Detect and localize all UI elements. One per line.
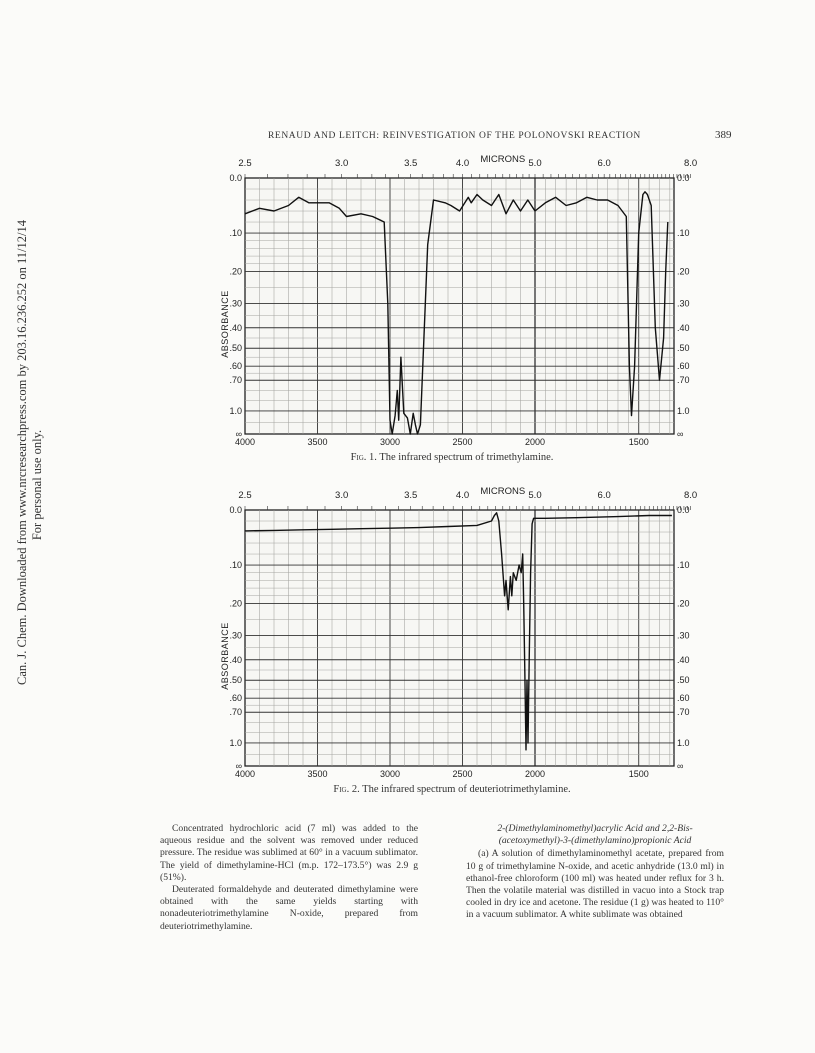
- absorbance-tick-label-left: .30: [229, 298, 242, 309]
- micron-tick-label: 3.5: [404, 158, 418, 169]
- wavenumber-tick-label: 3000: [379, 769, 401, 779]
- absorbance-tick-label-left: .40: [229, 322, 242, 333]
- absorbance-tick-label-left: ∞: [235, 429, 242, 439]
- figure-1-caption-text: The infrared spectrum of trimethylamine.: [379, 452, 554, 463]
- micron-tick-label: 2.5: [238, 158, 252, 169]
- micron-tick-label: 2.5: [238, 490, 252, 501]
- absorbance-tick-label-right: .70: [677, 375, 690, 386]
- absorbance-tick-label-left: .20: [229, 598, 242, 609]
- absorbance-tick-label-right: .70: [677, 707, 690, 718]
- figure-1-caption: [218, 452, 686, 463]
- absorbance-tick-label-right: .20: [677, 598, 690, 609]
- absorbance-tick-label-right: 0.0: [677, 173, 690, 183]
- wavenumber-tick-label: 1500: [628, 769, 649, 779]
- micron-tick-label: 3.0: [335, 158, 349, 169]
- micron-tick-label: 5.0: [528, 490, 542, 501]
- micron-tick-label: 4.0: [455, 158, 470, 169]
- wavenumber-tick-label: 4000: [234, 437, 256, 447]
- left-column: [160, 823, 418, 933]
- wavenumber-tick-label: 4000: [234, 769, 256, 779]
- paragraph: Deuterated formaldehyde and deuterated dimethylamine were obtained with the same yields starting with nonadeuteriotrimethylamine N-oxide, prepared from deuteriotrimethylamine.: [160, 884, 418, 932]
- figure-2: [218, 482, 698, 782]
- microns-axis-label: MICRONS: [480, 154, 526, 165]
- absorbance-tick-label-left: .10: [229, 560, 242, 571]
- absorbance-tick-label-left: .10: [229, 228, 242, 239]
- absorbance-tick-label-left: .50: [229, 675, 242, 686]
- download-notice-line2: For personal use only.: [30, 429, 44, 541]
- download-notice: [15, 220, 45, 685]
- absorbance-tick-label-left: .20: [229, 266, 242, 277]
- absorbance-tick-label-left: .60: [229, 361, 242, 372]
- absorbance-tick-label-right: .40: [677, 322, 690, 333]
- absorbance-tick-label-left: .70: [229, 375, 242, 386]
- micron-tick-label: 4.0: [455, 490, 470, 501]
- absorbance-tick-label-right: .20: [677, 266, 690, 277]
- wavenumber-tick-label: 2000: [524, 769, 546, 779]
- plot-frame: [245, 178, 674, 434]
- micron-tick-label: 3.0: [335, 490, 349, 501]
- micron-tick-label: 6.0: [597, 158, 611, 169]
- section-heading-line2: (acetoxymethyl)-3-(dimethylamino)propionic Acid: [498, 835, 692, 847]
- wavenumber-tick-label: 3500: [307, 769, 328, 779]
- absorbance-tick-label-left: 0.0: [229, 173, 242, 183]
- ir-spectrum-chart-1: [218, 150, 698, 450]
- ir-spectrum-chart-2: [218, 482, 698, 782]
- absorbance-tick-label-right: .60: [677, 361, 690, 372]
- absorbance-tick-label-left: 1.0: [229, 405, 242, 416]
- section-heading: [466, 823, 724, 847]
- wavenumber-tick-label: 1500: [628, 437, 649, 447]
- right-column: [466, 823, 724, 922]
- absorbance-tick-label-right: ∞: [677, 761, 684, 771]
- absorbance-tick-label-right: 0.0: [677, 505, 690, 515]
- micron-tick-label: 8.0: [683, 158, 698, 169]
- absorbance-tick-label-right: .40: [677, 654, 690, 665]
- section-heading-line1: 2-(Dimethylaminomethyl)acrylic Acid and 2,2-Bis-: [497, 823, 693, 834]
- wavenumber-tick-label: 3000: [379, 437, 401, 447]
- absorbance-axis-label: ABSORBANCE: [220, 622, 230, 690]
- figure-1: [218, 150, 698, 450]
- absorbance-tick-label-right: 1.0: [677, 737, 690, 748]
- absorbance-tick-label-left: .40: [229, 654, 242, 665]
- absorbance-tick-label-left: ∞: [235, 761, 242, 771]
- absorbance-tick-label-left: .30: [229, 630, 242, 641]
- absorbance-tick-label-right: .50: [677, 343, 690, 354]
- absorbance-tick-label-left: .70: [229, 707, 242, 718]
- paragraph: Concentrated hydrochloric acid (7 ml) was added to the aqueous residue and the solvent was removed under reduced pressure. The residue was sublimed at 60° in a vacuum sublimator. The yield of dimethylamine-HCl (m.p. 172–173.5°) was 2.9 g (51%).: [160, 823, 418, 883]
- figure-2-caption: [218, 784, 686, 795]
- microns-axis-label: MICRONS: [480, 486, 526, 497]
- wavenumber-tick-label: 3500: [307, 437, 328, 447]
- micron-tick-label: 8.0: [683, 490, 698, 501]
- figure-1-label: Fig. 1.: [350, 452, 377, 463]
- micron-tick-label: 5.0: [528, 158, 542, 169]
- paragraph: (a) A solution of dimethylaminomethyl acetate, prepared from 10 g of trimethylamine N-oxide, and acetic anhydride (13.0 ml) in ethanol-free chloroform (100 ml) was heated under reflux for 3 h. Then the volatile material was distilled in vacuo into a Stock trap cooled in dry ice and acetone. The residue (1 g) was heated to 110° in a vacuum sublimator. A white sublimate was obtained: [466, 848, 724, 921]
- absorbance-tick-label-right: 1.0: [677, 405, 690, 416]
- plot-frame: [245, 510, 674, 766]
- micron-tick-label: 3.5: [404, 490, 418, 501]
- absorbance-tick-label-left: .60: [229, 693, 242, 704]
- absorbance-tick-label-left: 0.0: [229, 505, 242, 515]
- absorbance-axis-label: ABSORBANCE: [220, 290, 230, 358]
- micron-tick-label: 6.0: [597, 490, 611, 501]
- absorbance-tick-label-right: .10: [677, 228, 690, 239]
- download-notice-line1: Can. J. Chem. Downloaded from www.nrcresearchpress.com by 203.16.236.252 on 11/12/14: [15, 220, 29, 685]
- absorbance-tick-label-right: .10: [677, 560, 690, 571]
- page-number: 389: [715, 129, 732, 141]
- wavenumber-tick-label: 2500: [452, 769, 473, 779]
- absorbance-tick-label-right: .30: [677, 630, 690, 641]
- absorbance-tick-label-right: .50: [677, 675, 690, 686]
- absorbance-tick-label-right: .60: [677, 693, 690, 704]
- absorbance-tick-label-left: .50: [229, 343, 242, 354]
- absorbance-tick-label-right: ∞: [677, 429, 684, 439]
- absorbance-tick-label-right: .30: [677, 298, 690, 309]
- running-title: RENAUD AND LEITCH: REINVESTIGATION OF THE POLONOVSKI REACTION: [268, 131, 641, 141]
- figure-2-caption-text: The infrared spectrum of deuteriotrimethylamine.: [362, 784, 571, 795]
- wavenumber-tick-label: 2000: [524, 437, 546, 447]
- wavenumber-tick-label: 2500: [452, 437, 473, 447]
- figure-2-label: Fig. 2.: [333, 784, 360, 795]
- absorbance-tick-label-left: 1.0: [229, 737, 242, 748]
